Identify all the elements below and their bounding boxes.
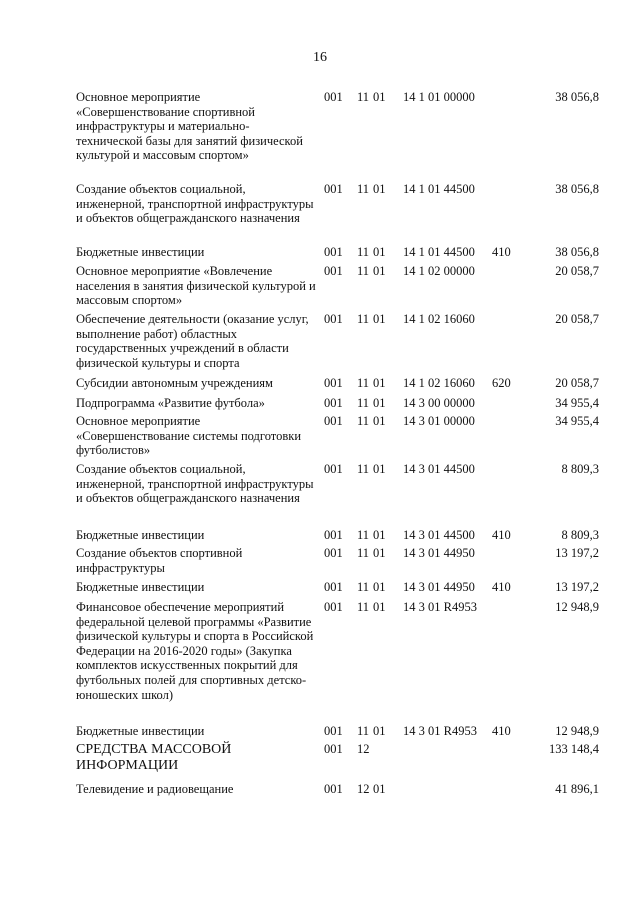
row-admin-code: 001 <box>324 312 343 326</box>
row-expense-type: 410 <box>492 245 511 259</box>
row-amount: 133 148,4 <box>549 742 599 756</box>
row-amount: 13 197,2 <box>555 546 599 560</box>
row-name: Финансовое обеспечение мероприятий федеральной целевой программы «Развитие физической культуры и спорта в Российской Федерации на 2016-2020 годы» (Закупка комплектов искусственных покрытий для футбольных полей для спортивных детско-юношеских школ) <box>76 600 314 702</box>
row-amount: 13 197,2 <box>555 580 599 594</box>
row-section-code: 11 <box>357 724 370 738</box>
row-admin-code: 001 <box>324 414 343 428</box>
row-name: Бюджетные инвестиции <box>76 528 205 542</box>
row-target-article: 14 3 01 44950 <box>403 546 475 560</box>
row-subsection-code: 01 <box>373 264 386 278</box>
row-name: Субсидии автономным учреждениям <box>76 376 273 390</box>
row-subsection-code: 01 <box>373 782 386 796</box>
row-subsection-code: 01 <box>373 724 386 738</box>
row-section-code: 11 <box>357 396 370 410</box>
row-expense-type: 620 <box>492 376 511 390</box>
row-subsection-code: 01 <box>373 414 386 428</box>
row-section-code: 11 <box>357 580 370 594</box>
row-target-article: 14 3 01 44500 <box>403 528 475 542</box>
row-admin-code: 001 <box>324 376 343 390</box>
row-name: Бюджетные инвестиции <box>76 724 205 738</box>
row-target-article: 14 1 01 00000 <box>403 90 475 104</box>
page-number: 16 <box>313 50 327 65</box>
row-subsection-code: 01 <box>373 580 386 594</box>
row-section-code: 11 <box>357 245 370 259</box>
row-admin-code: 001 <box>324 182 343 196</box>
row-amount: 8 809,3 <box>561 528 599 542</box>
row-admin-code: 001 <box>324 782 343 796</box>
row-section-code: 12 <box>357 782 370 796</box>
row-subsection-code: 01 <box>373 528 386 542</box>
row-name: Создание объектов спортивной инфраструктуры <box>76 546 243 575</box>
row-section-code: 11 <box>357 90 370 104</box>
row-target-article: 14 1 02 16060 <box>403 376 475 390</box>
row-name: Бюджетные инвестиции <box>76 245 205 259</box>
row-subsection-code: 01 <box>373 245 386 259</box>
row-target-article: 14 3 01 00000 <box>403 414 475 428</box>
row-amount: 8 809,3 <box>561 462 599 476</box>
row-subsection-code: 01 <box>373 312 386 326</box>
row-amount: 34 955,4 <box>555 414 599 428</box>
row-admin-code: 001 <box>324 724 343 738</box>
row-subsection-code: 01 <box>373 396 386 410</box>
row-amount: 20 058,7 <box>555 264 599 278</box>
row-admin-code: 001 <box>324 546 343 560</box>
row-expense-type: 410 <box>492 580 511 594</box>
row-expense-type: 410 <box>492 528 511 542</box>
row-section-code: 12 <box>357 742 370 756</box>
row-amount: 20 058,7 <box>555 312 599 326</box>
row-name: Обеспечение деятельности (оказание услуг, выполнение работ) областных государственных учреждений в области физической культуры и спорта <box>76 312 309 370</box>
row-admin-code: 001 <box>324 528 343 542</box>
row-admin-code: 001 <box>324 90 343 104</box>
row-name: Бюджетные инвестиции <box>76 580 205 594</box>
row-section-code: 11 <box>357 462 370 476</box>
row-subsection-code: 01 <box>373 376 386 390</box>
row-target-article: 14 1 02 16060 <box>403 312 475 326</box>
row-target-article: 14 3 01 44950 <box>403 580 475 594</box>
row-admin-code: 001 <box>324 742 343 756</box>
row-name: Основное мероприятие «Совершенствование системы подготовки футболистов» <box>76 414 302 458</box>
row-amount: 38 056,8 <box>555 245 599 259</box>
row-amount: 12 948,9 <box>555 600 599 614</box>
row-name: Создание объектов социальной, инженерной, транспортной инфраструктуры и объектов общегражданского назначения <box>76 182 314 226</box>
row-subsection-code: 01 <box>373 90 386 104</box>
row-expense-type: 410 <box>492 724 511 738</box>
row-target-article: 14 1 01 44500 <box>403 182 475 196</box>
row-amount: 34 955,4 <box>555 396 599 410</box>
row-section-code: 11 <box>357 312 370 326</box>
row-target-article: 14 3 01 R4953 <box>403 724 477 738</box>
row-admin-code: 001 <box>324 245 343 259</box>
row-amount: 38 056,8 <box>555 182 599 196</box>
row-target-article: 14 3 00 00000 <box>403 396 475 410</box>
row-section-code: 11 <box>357 414 370 428</box>
row-name: Подпрограмма «Развитие футбола» <box>76 396 265 410</box>
row-amount: 12 948,9 <box>555 724 599 738</box>
row-admin-code: 001 <box>324 462 343 476</box>
row-subsection-code: 01 <box>373 182 386 196</box>
row-amount: 41 896,1 <box>555 782 599 796</box>
row-name: Создание объектов социальной, инженерной, транспортной инфраструктуры и объектов общегражданского назначения <box>76 462 314 506</box>
row-name: Основное мероприятие «Совершенствование спортивной инфраструктуры и материально-технической базы для занятий физической культурой и массовым спортом» <box>76 90 303 163</box>
row-section-code: 11 <box>357 546 370 560</box>
row-section-code: 11 <box>357 182 370 196</box>
row-admin-code: 001 <box>324 600 343 614</box>
row-section-code: 11 <box>357 528 370 542</box>
row-subsection-code: 01 <box>373 462 386 476</box>
row-amount: 20 058,7 <box>555 376 599 390</box>
row-target-article: 14 3 01 44500 <box>403 462 475 476</box>
row-admin-code: 001 <box>324 396 343 410</box>
row-section-code: 11 <box>357 600 370 614</box>
row-section-code: 11 <box>357 376 370 390</box>
row-target-article: 14 3 01 R4953 <box>403 600 477 614</box>
row-admin-code: 001 <box>324 580 343 594</box>
row-amount: 38 056,8 <box>555 90 599 104</box>
row-name: Телевидение и радиовещание <box>76 782 234 796</box>
row-name: СРЕДСТВА МАССОВОЙ ИНФОРМАЦИИ <box>76 742 232 773</box>
row-subsection-code: 01 <box>373 546 386 560</box>
row-subsection-code: 01 <box>373 600 386 614</box>
row-target-article: 14 1 01 44500 <box>403 245 475 259</box>
row-target-article: 14 1 02 00000 <box>403 264 475 278</box>
row-admin-code: 001 <box>324 264 343 278</box>
row-name: Основное мероприятие «Вовлечение населения в занятия физической культурой и массовым спортом» <box>76 264 316 308</box>
row-section-code: 11 <box>357 264 370 278</box>
